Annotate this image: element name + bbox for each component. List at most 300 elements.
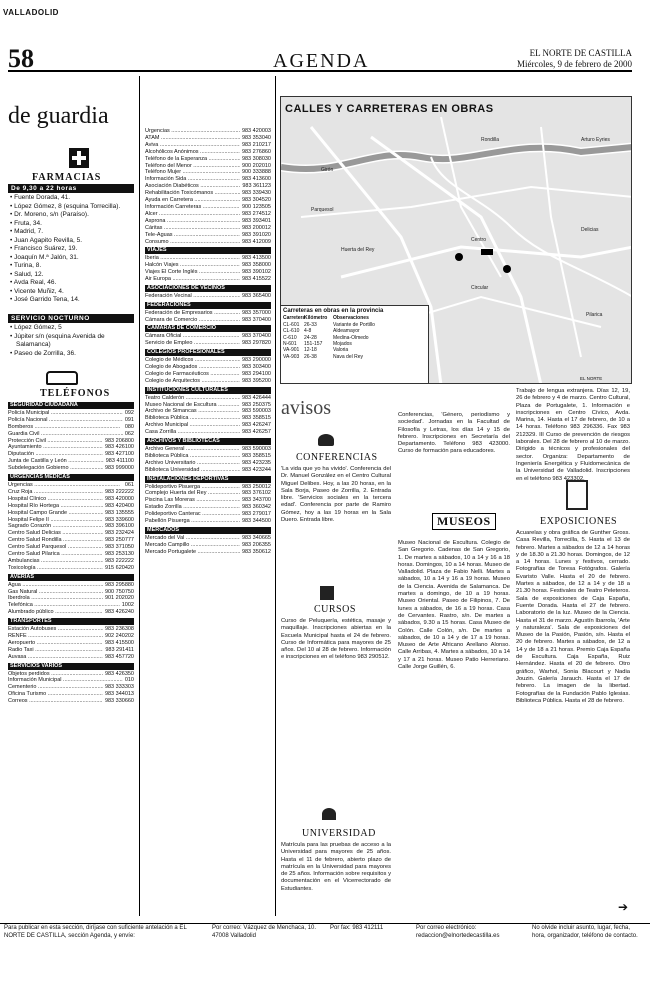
legend-cell: CL-610	[283, 328, 300, 335]
directory-row	[145, 408, 271, 415]
directory-entry-name: Servicio de Empleo .....	[145, 340, 240, 347]
directory-entry-name: Información Sida .....	[145, 176, 240, 183]
legend-column-header: Carretera	[283, 315, 306, 322]
directory-entry-name: Consumo .....	[145, 239, 240, 246]
directory-entry-name: Archivo General .....	[145, 446, 240, 453]
directory-entry-name: Ayuda en Carretera .....	[145, 197, 240, 204]
directory-entry-phone: 983 590003	[241, 445, 271, 452]
directory-entry-name: Objetos perdidos .....	[8, 671, 103, 678]
directory-entry-phone: 091	[124, 416, 134, 423]
column-divider	[275, 76, 276, 916]
directory-entry-name: Bomberos .....	[8, 424, 120, 431]
directory-row	[145, 239, 271, 246]
directory-entry-phone: 983 360342	[241, 504, 271, 511]
directory-entry-phone: 983 396100	[104, 523, 134, 530]
directory-section-heading: ARCHIVOS Y BIBLIOTECAS	[145, 438, 271, 445]
directory-entry-name: Hospital Clínico .....	[8, 496, 103, 503]
directory-entry-name: Tele-Aguas .....	[145, 232, 240, 239]
directory-row	[145, 364, 271, 371]
directory-row	[8, 558, 134, 565]
legend-column-header: Kilómetro	[304, 315, 328, 322]
directory-entry-phone: 983 232424	[104, 530, 134, 537]
footer-instructions: Para publicar en esta sección, diríjase con suficiente antelación a EL NORTE DE CASTILLA, sección Agenda, y envíe:	[4, 925, 187, 939]
directory-entry-phone: 983 344500	[241, 518, 271, 525]
directory-row	[8, 458, 134, 465]
directory-entry-phone: 983 376102	[241, 490, 271, 497]
directory-section-heading: AVERÍAS	[8, 574, 134, 581]
publication-name: EL NORTE DE CASTILLA	[529, 48, 632, 58]
page-footer	[0, 920, 650, 1004]
directory-row	[8, 654, 134, 661]
directory-entry-phone: 983 361123	[242, 183, 271, 190]
pharmacy-item: • Fruta, 34.	[8, 220, 134, 229]
directory-section-heading: INSTITUCIONES CULTURALES	[145, 387, 271, 394]
directory-entry-phone: 983 415500	[104, 639, 134, 646]
directory-entry-phone: 983 395200	[241, 377, 271, 384]
map-label: Delicias	[581, 227, 599, 233]
directory-entry-phone: 900 333888	[241, 169, 271, 176]
directory-entry-name: Radio Taxi .....	[8, 647, 103, 654]
map-label: Parquesol	[311, 207, 334, 213]
directory-row	[145, 169, 271, 176]
directory-entry-name: Biblioteca Universidad .....	[145, 467, 240, 474]
university-icon	[322, 808, 336, 820]
directory-row	[8, 424, 134, 431]
directory-row	[145, 262, 271, 269]
directory-entry-phone: 061	[124, 481, 134, 488]
legend-title: Carreteras en obras en la provincia	[283, 308, 384, 314]
directory-row	[145, 549, 271, 556]
conferencias-heading: CONFERENCIAS	[296, 452, 378, 463]
directory-entry-name: Hospital Río Hortega .....	[8, 503, 103, 510]
directory-row	[145, 190, 271, 197]
directory-entry-name: Centro Salud Delicias .....	[8, 530, 103, 537]
directory-entry-name: Polideportivo Pisuerga .....	[145, 484, 240, 491]
directory-entry-name: Guardia Civil .....	[8, 431, 123, 438]
directory-entry-phone: 983 423235	[241, 459, 271, 466]
directory-entry-phone: 983 590003	[241, 408, 271, 415]
directory-row	[8, 465, 134, 472]
directory-entry-phone: 983 236308	[104, 626, 134, 633]
directory-entry-phone: 983 344013	[104, 691, 134, 698]
directory-entry-name: Estación Autobuses .....	[8, 626, 103, 633]
directory-entry-name: Centro Salud Parquesol .....	[8, 544, 103, 551]
directory-entry-phone: 983 426350	[104, 670, 134, 677]
cursos-text: Curso de Peluquería, estética, masaje y maquillaje. Inscripciones abiertas en la Escuela Municipal hasta el 24 de febrero. Curso de Informática para mayores de 25 años. Del 10 al 28 de febrero. Información e inscripciones en el teléfono 983 290512.	[281, 618, 391, 661]
museos-text: Museo Nacional de Escultura. Colegio de San Gregorio. Cadenas de San Gregorio, 1. De martes a sábados, 10 a 14 y 16 a 18 horas. Domingos, 10 a 14 horas. Museo de Valladolid. Plaza de Fabio Nelli. Martes a sábados, 10 a 14 y 16 a 19 horas. Museo de la Ciencia. Avenida de Salamanca. De martes a domingo, de 10 a 19 horas. Museo Oriental. Paseo de Filipinos, 7. De lunes a sábados, de 16 a 19 horas. Casa de Cervantes. Rastro, s/n. De martes a sábados, 9.30 a 15 horas. Casa Museo de Colón. Calle Colón, s/n. De martes a sábados, de 10 a 14 y de 17 a 19 horas. Museo de Arte Africano Arellano Alonso. Calle Arribas, 4. Martes a sábados, 10 a 14 y 17 a 21 horas. Museo Patio Herreriano. Calle Jorge Guillén, 6.	[398, 540, 510, 671]
universidad-text: Matrícula para las pruebas de acceso a la Universidad para mayores de 25 años. Hasta el 11 de febrero, abierto plazo de matrícula en la Universidad para mayores de 25 años. Información sobre requisitos y documentación en el Vicerrectorado de Estudiantes.	[281, 842, 391, 892]
directory-section-heading: FEDERACIONES	[145, 302, 271, 309]
directory-row	[145, 197, 271, 204]
map-label: Girón	[321, 167, 334, 173]
directory-entry-name: Centro Salud Pilarica .....	[8, 551, 103, 558]
directory-entry-name: Mercado Portugalete .....	[145, 549, 240, 556]
directory-entry-name: Iberdrola .....	[8, 595, 103, 602]
directory-entry-phone: 902 240202	[104, 633, 134, 639]
legend-cell: 26-38	[304, 353, 317, 360]
footer-note: No olvide incluir asunto, lugar, fecha, hora, organizador, teléfono de contacto.	[532, 925, 638, 939]
directory-entry-name: Oficina Turismo .....	[8, 691, 103, 698]
directory-entry-name: Biblioteca Pública .....	[145, 415, 240, 422]
directory-entry-phone: 983 413500	[241, 255, 271, 262]
directory-entry-phone: 983 420003	[241, 128, 271, 134]
directory-row	[8, 410, 134, 417]
directory-row	[145, 497, 271, 504]
directory-entry-name: Air Europa .....	[145, 276, 240, 283]
directory-entry-name: Mercado Campillo .....	[145, 542, 240, 549]
directory-entry-phone: 983 279017	[241, 511, 271, 518]
directory-row	[145, 142, 271, 149]
directory-row	[8, 684, 134, 691]
directory-entry-name: Complejo Huerta del Rey .....	[145, 490, 240, 497]
pharmacy-item: • López Gómez, 8 (esquina Torrecilla).	[8, 203, 134, 212]
directory-row	[8, 451, 134, 458]
page-header	[0, 0, 650, 78]
directory-entry-name: Urgencias .....	[145, 128, 240, 135]
map-label: Rondilla	[481, 137, 500, 143]
guard-title: de guardia	[8, 103, 109, 129]
directory-row	[145, 357, 271, 364]
pharmacy-item: • Avda Real, 46.	[8, 279, 134, 288]
directory-entry-phone: 983 370400	[241, 316, 271, 323]
directory-entry-name: Biblioteca Pública .....	[145, 453, 240, 460]
roadworks-map	[280, 96, 632, 384]
directory-row	[145, 156, 271, 163]
directory-entry-name: Archivo de Simancas .....	[145, 408, 240, 415]
directory-entry-name: Hospital Campo Grande .....	[8, 510, 103, 517]
exposiciones-text: Acuarelas y obra gráfica de Gunther Gross. Casa Revilla, Torrecilla, 5. Hasta el 13 de febrero. Martes a sábados de 12 a 14 horas y de 18.30 a 21.30 horas. Domingos, de 12 a 14 horas. Lunes y festivos, cerrado. Fotografías de Toresa Fotógrafos. Galería Evaristo Valle. Hasta el 20 de febrero. Martes a sábados, de 12 a 14 y de 18 a 21.30 horas. Festivales de Teatro Peleteros. Sala de exposiciones de Caja España, Fuente Dorada. Hasta el 27 de febrero. Laboratorio de la luz. Museo de la Ciencia. Hasta el 31 de marzo. Agustín Ibarrola, 'Arte y naturaleza'. Sala de exposiciones del Museo de la Pasión, Pasión, s/n. Hasta el 20 de febrero. Martes a sábados, de 12 a 14 y de 18 a 21 horas. Premio Caja España de Escultura. Caja España, Ruiz Hernández. Hasta el 20 de febrero. Otro gráfico, Warhol, Sonia Blacourt y Nadia Jouzin. Galería Jarauch. Hasta el 17 de febrero. La imagen de la libertad. Fotografías de la Fundación Pablo Iglesias. Biblioteca Pública. Hasta el 28 de febrero.	[516, 530, 630, 704]
directory-row	[145, 415, 271, 422]
directory-entry-phone: 983 200012	[241, 224, 271, 231]
directory-entry-phone: 983 339430	[241, 190, 271, 197]
directory-row	[145, 490, 271, 497]
directory-entry-phone: 983 415522	[241, 276, 271, 283]
directory-entry-name: Urgencias .....	[8, 482, 120, 489]
directory-entry-phone: 983 353040	[241, 134, 271, 141]
universidad-heading: UNIVERSIDAD	[302, 828, 376, 839]
directory-entry-name: Gas Natural .....	[8, 589, 103, 596]
directory-entry-name: Policía Municipal .....	[8, 410, 123, 417]
directory-row	[145, 378, 271, 385]
directory-entry-name: Alcer .....	[145, 211, 240, 218]
directory-row	[145, 317, 271, 324]
directory-entry-phone: 983 350612	[241, 548, 271, 555]
directory-entry-name: Cruz Roja .....	[8, 489, 103, 496]
directory-row	[145, 460, 271, 467]
directory-row	[145, 149, 271, 156]
directory-row	[8, 677, 134, 684]
directory-row	[145, 183, 271, 190]
header-rule	[8, 70, 632, 72]
directory-row	[145, 422, 271, 429]
exposiciones-heading: EXPOSICIONES	[540, 516, 618, 527]
map-title: CALLES Y CARRETERAS EN OBRAS	[285, 103, 494, 115]
directory-entry-phone: 983 276860	[241, 148, 271, 155]
map-label: Circular	[471, 285, 489, 291]
directory-row	[145, 340, 271, 347]
directory-entry-phone: 983 426100	[104, 444, 134, 451]
directory-entry-phone: 983 426240	[104, 609, 134, 616]
directory-entry-name: Asociación Diabéticos .....	[145, 183, 240, 190]
legend-cell: 4-8	[304, 328, 312, 335]
cursos-heading: CURSOS	[314, 604, 356, 615]
directory-entry-name: Asprona .....	[145, 218, 240, 225]
directory-entry-phone: 983 358000	[241, 262, 271, 269]
directory-entry-name: Archivo Municipal .....	[145, 422, 240, 429]
directory-entry-name: Cámara de Comercio .....	[145, 317, 240, 324]
legend-cell: VA-903	[283, 353, 300, 360]
directory-entry-name: Hospital Felipe II .....	[8, 517, 103, 524]
directory-row	[145, 395, 271, 402]
directory-row	[8, 609, 134, 616]
directory-entry-name: Colegio de Arquitectos .....	[145, 378, 240, 385]
directory-row	[8, 565, 134, 572]
directory-entry-name: Cáritas .....	[145, 225, 240, 232]
directory-entry-phone: 983 365400	[241, 292, 271, 299]
directory-entry-phone: 983 206355	[241, 541, 271, 548]
avisos-column-3-text: Trabajo de lengua extranjera. Días 12, 19, 26 de febrero y 4 de marzo. Centro Cultural, Plaza de Portugalete, 1. Información e inscripciones en Centro Cívico, Avda. Marina, 14. Hasta el 17 de febrero, de 10 a 14 horas. Teléfono 983 296336. Fax 983 212329. III Curso de prevención de riesgos laborales. Del 28 de febrero al 10 de marzo. Dirigido a técnicos y profesionales del sector. Organiza: Departamento de Ingeniería Energética y Fluidomecánica de la Universidad de Valladolid. Inscripciones en el teléfono 983 423302.	[516, 388, 630, 482]
directory-entry-phone: 983 412009	[241, 238, 271, 245]
directory-row	[8, 595, 134, 602]
directory-section-heading: SERVICIOS VARIOS	[8, 663, 134, 670]
pharmacy-item: • Júpiter s/n (esquina Avenida de Salamanca)	[8, 333, 134, 350]
directory-entry-phone: 1002	[121, 602, 134, 609]
directory-entry-phone: 983 340665	[241, 534, 271, 541]
legend-cell: VA-901	[283, 347, 300, 354]
directory-entry-phone: 092	[124, 409, 134, 416]
footer-mail: Por correo: Vázquez de Menchaca, 10. 47008 Valladolid	[212, 925, 317, 939]
directory-row	[145, 371, 271, 378]
directory-entry-name: Iberia .....	[145, 255, 240, 262]
directory-entry-phone: 983 274512	[241, 210, 271, 217]
directory-entry-name: Piscina Las Moreras .....	[145, 497, 240, 504]
directory-entry-phone: 983 411100	[105, 458, 134, 465]
directory-entry-name: Sagrado Corazón .....	[8, 523, 103, 530]
directory-row	[8, 633, 134, 640]
directory-row	[145, 218, 271, 225]
directory-entry-name: Protección Civil .....	[8, 438, 103, 445]
directory-row	[145, 225, 271, 232]
legend-cell: 151-157	[304, 341, 323, 348]
directory-entry-name: Policía Nacional .....	[8, 417, 123, 424]
directory-entry-phone: 983 420400	[104, 502, 134, 509]
directory-row	[8, 431, 134, 438]
directory-entry-phone: 983 222222	[104, 488, 134, 495]
directory-entry-phone: 010	[124, 677, 134, 684]
directory-entry-name: Toxicología .....	[8, 565, 103, 572]
pharmacy-item: • Fuente Dorada, 41.	[8, 194, 134, 203]
directory-entry-name: Información Carreteras .....	[145, 204, 240, 211]
avisos-column-2-text: Conferencias, 'Género, periodismo y sociedad'. Jornadas en la Facultad de Filosofía y Letras, los días 14 y 15 de febrero. Inscripciones en Secretaría del Departamento. Teléfono 983 423000. Curso de formación para educadores.	[398, 412, 510, 455]
city-label: VALLADOLID	[3, 8, 59, 17]
directory-entry-phone: 983 253130	[104, 551, 134, 558]
directory-entry-phone: 080	[124, 423, 134, 430]
legend-cell: Valoria	[333, 347, 349, 354]
legend-cell: CL-601	[283, 321, 300, 328]
page-number: 58	[8, 44, 34, 73]
directory-section-heading: ASOCIACIONES DE VECINOS	[145, 285, 271, 292]
farmacias-heading: FARMACIAS	[32, 172, 102, 183]
directory-entry-name: Colegio de Médicos .....	[145, 357, 240, 364]
directory-entry-phone: 983 290000	[241, 357, 271, 364]
pharmacy-item: • Francisco Suárez, 19.	[8, 245, 134, 254]
directory-row	[8, 417, 134, 424]
directory-entry-phone: 983 457720	[104, 653, 134, 660]
directory-row	[145, 429, 271, 436]
directory-row	[145, 276, 271, 283]
legend-column-header: Observaciones	[333, 315, 369, 322]
directory-row	[145, 269, 271, 276]
directory-entry-name: Colegio de Farmacéuticos .....	[145, 371, 240, 378]
directory-entry-name: Aeropuerto .....	[8, 640, 103, 647]
footer-email: Por correo electrónico: redaccion@elnortedecastilla.es	[416, 925, 500, 939]
directory-entry-phone: 983 250777	[104, 537, 134, 544]
directory-row	[145, 204, 271, 211]
directory-row	[8, 496, 134, 503]
directory-entry-phone: 900 123505	[241, 203, 271, 210]
pharmacy-item: • López Gómez, 5	[8, 324, 134, 333]
column-divider	[139, 76, 140, 916]
directory-entry-phone: 983 250375	[241, 401, 271, 408]
directory-entry-phone: 983 357000	[241, 309, 271, 316]
directory-entry-name: Auvasa .....	[8, 654, 103, 661]
directory-entry-phone: 983 423244	[241, 466, 271, 473]
legend-cell: Aldeamayor	[333, 328, 360, 335]
directory-entry-phone: 983 206800	[104, 437, 134, 444]
directory-row	[8, 691, 134, 698]
map-label: Huerta del Rey	[341, 247, 375, 253]
directory-entry-phone: 900 202010	[241, 162, 271, 169]
section-title: AGENDA	[273, 50, 370, 72]
publication-date: Miércoles, 9 de febrero de 2000	[517, 59, 632, 69]
directory-entry-phone: 062	[124, 430, 134, 437]
directory-entry-name: Teléfono Mujer .....	[145, 169, 240, 176]
directory-row	[8, 503, 134, 510]
pharmacy-item: • Joaquín M.ª Jalón, 31.	[8, 254, 134, 263]
directory-section-heading: VIAJES	[145, 247, 271, 254]
directory-entry-phone: 983 358515	[241, 452, 271, 459]
conferencias-text: 'La vida que yo ha vivido'. Conferencia del Dr. Manuel González en el Centro Cultural Miguel Delibes. Hoy, a las 20 horas, en la Sala Borja, Paseo de Zorrilla, 2. Entrada libre. 'Servicios sociales en la tercera edad'. Conferencia por parte de Ramiro Gómez, hoy a las 19 horas en la Sala Duero. Entrada libre.	[281, 466, 391, 524]
directory-entry-phone: 983 371050	[104, 544, 134, 551]
directory-entry-phone: 983 304520	[241, 197, 271, 204]
night-service-bar: SERVICIO NOCTURNO	[8, 314, 134, 323]
arrow-right-icon: ➔	[618, 900, 629, 914]
pharmacy-cross-icon	[69, 148, 89, 168]
directory-row	[145, 255, 271, 262]
directory-entry-name: Archivo Universitario .....	[145, 460, 240, 467]
directory-section-heading: TRANSPORTES	[8, 618, 134, 625]
map-label: Arturo Eyries	[581, 137, 610, 143]
directory-entry-phone: 983 426444	[241, 394, 271, 401]
directory-row	[145, 467, 271, 474]
day-hours-bar: De 9,30 a 22 horas	[8, 184, 134, 193]
directory-row	[8, 510, 134, 517]
directory-entry-name: Agua .....	[8, 582, 103, 589]
directory-row	[8, 537, 134, 544]
directory-row	[145, 446, 271, 453]
directory-entry-name: Polideportivo Canterac .....	[145, 511, 240, 518]
directory-entry-name: Pabellón Pisuerga .....	[145, 518, 240, 525]
directory-entry-name: Subdelegación Gobierno .....	[8, 465, 103, 472]
phone-directory-column-2	[145, 128, 271, 556]
directory-entry-phone: 983 291411	[105, 646, 134, 653]
pharmacy-item: • Juan Agapito Revilla, 5.	[8, 237, 134, 246]
directory-row	[145, 135, 271, 142]
directory-entry-phone: 983 330660	[104, 698, 134, 705]
directory-entry-name: Teléfono de la Esperanza .....	[145, 156, 240, 163]
directory-section-heading: COLEGIOS PROFESIONALES	[145, 349, 271, 356]
legend-cell: 12-18	[304, 347, 317, 354]
directory-entry-phone: 983 370400	[241, 333, 271, 340]
directory-entry-name: Museo Nacional de Escultura .....	[145, 402, 240, 409]
directory-entry-name: Mercado del Val .....	[145, 535, 240, 542]
directory-section-heading: CÁMARAS DE COMERCIO	[145, 325, 271, 332]
directory-row	[145, 484, 271, 491]
directory-row	[8, 671, 134, 678]
directory-entry-name: Junta de Castilla y León .....	[8, 458, 104, 465]
directory-entry-phone: 983 426247	[241, 422, 271, 429]
directory-section-heading: INSTALACIONES DEPORTIVAS	[145, 476, 271, 483]
directory-entry-name: Ayuntamiento .....	[8, 444, 103, 451]
directory-row	[145, 128, 271, 135]
directory-row	[8, 582, 134, 589]
directory-entry-name: Correos .....	[8, 698, 103, 705]
directory-entry-name: Federación Vecinal .....	[145, 293, 240, 300]
directory-row	[145, 511, 271, 518]
directory-section-heading: MERCADOS	[145, 527, 271, 534]
map-label: Pilarica	[586, 312, 603, 318]
pharmacy-item: • Paseo de Zorrilla, 36.	[8, 350, 134, 359]
directory-entry-name: Halcón Viajes .....	[145, 262, 240, 269]
map-label: Centro	[471, 237, 487, 243]
directory-entry-phone: 983 390102	[241, 269, 271, 276]
pharmacy-item: • Salud, 12.	[8, 271, 134, 280]
avisos-title: avisos	[281, 397, 331, 419]
directory-entry-phone: 983 393401	[241, 217, 271, 224]
directory-entry-phone: 983 303400	[241, 364, 271, 370]
directory-entry-name: Viajes El Corte Inglés .....	[145, 269, 240, 276]
directory-entry-phone: 983 420000	[104, 495, 134, 502]
directory-row	[145, 542, 271, 549]
directory-entry-phone: 983 295880	[104, 581, 134, 588]
directory-entry-phone: 983 297820	[241, 340, 271, 347]
directory-entry-phone: 901 202020	[104, 595, 134, 602]
directory-row	[145, 232, 271, 239]
directory-entry-phone: 983 294100	[241, 370, 271, 377]
directory-row	[145, 518, 271, 525]
directory-entry-phone: 983 222222	[104, 557, 134, 564]
directory-row	[8, 544, 134, 551]
directory-row	[8, 489, 134, 496]
directory-row	[145, 163, 271, 170]
directory-row	[145, 402, 271, 409]
phone-directory-column-1	[8, 400, 134, 705]
publication-info	[517, 48, 632, 70]
directory-entry-name: Cementerio .....	[8, 684, 103, 691]
directory-entry-name: Alcohólicos Anónimos .....	[145, 149, 240, 156]
cursos-icon	[320, 586, 334, 600]
map-legend	[281, 305, 429, 384]
telefonos-heading: TELÉFONOS	[40, 388, 111, 399]
directory-entry-name: Diputación .....	[8, 451, 103, 458]
directory-entry-phone: 983 333303	[104, 684, 134, 691]
directory-row	[8, 523, 134, 530]
directory-entry-name: ATAM .....	[145, 135, 240, 142]
legend-cell: Variante de Portillo	[333, 321, 375, 328]
directory-entry-name: Estadio Zorrilla .....	[145, 504, 240, 511]
legend-cell: N-601	[283, 341, 297, 348]
legend-cell: Mojados	[333, 341, 352, 348]
